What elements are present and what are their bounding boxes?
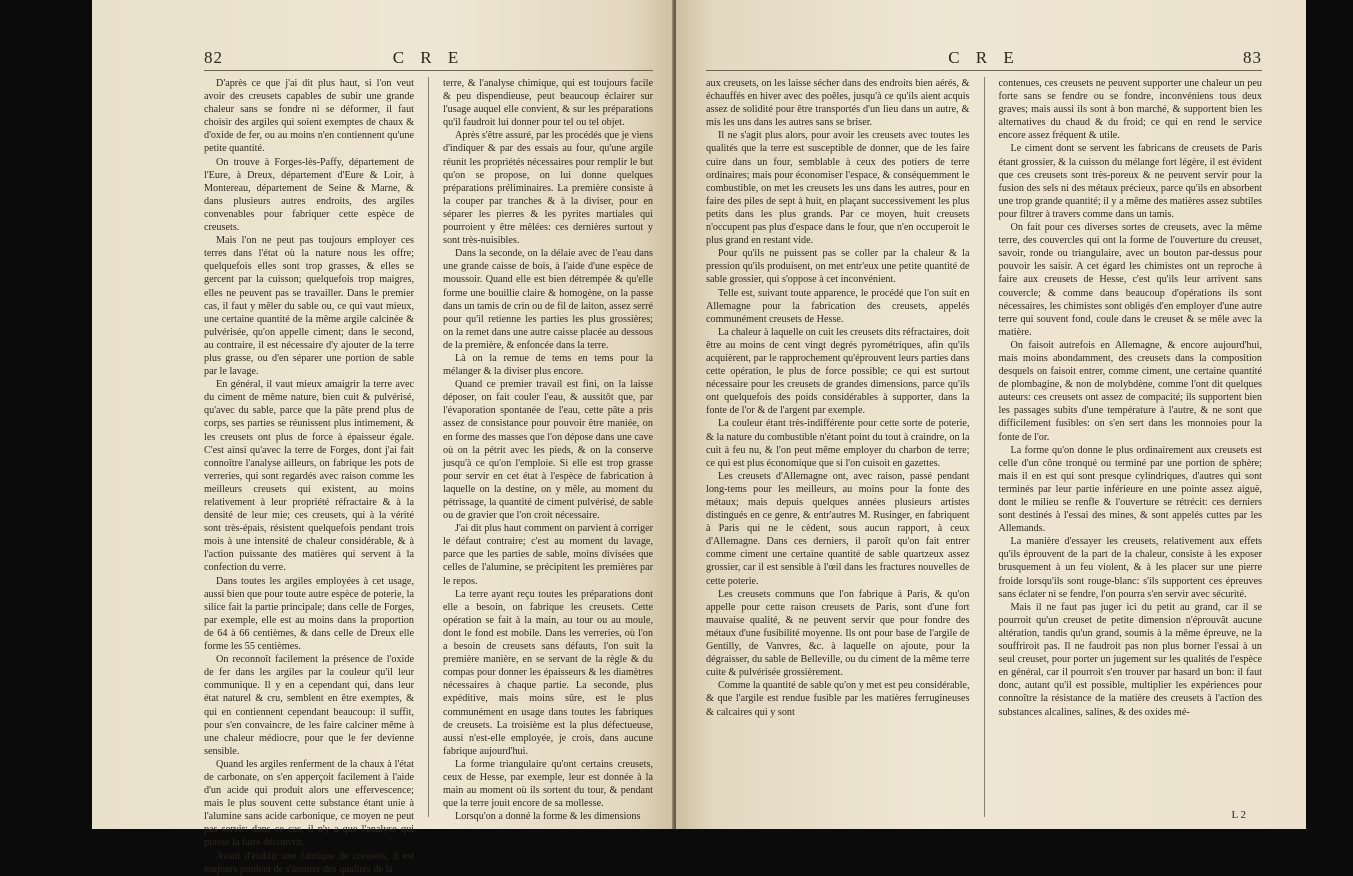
left-column-a: [204, 77, 414, 875]
right-page-columns: [706, 77, 1262, 817]
paragraph: Quand les argiles renferment de la chaux à l'état de carbonate, on s'en apperçoit facilement à l'aide d'un acide qui produit alors une effervescence; mais le plus souvent cette substance étant unie à l'alumine sans acide carbonique, ce moyen ne peut pas servir: dans ce cas, il n'y a que l'analyse qui puisse la faire découvrir.: [204, 758, 414, 849]
paragraph: Les creusets communs que l'on fabrique à Paris, & qu'on appelle pour cette raison creusets de Paris, sont d'une fort mauvaise qualité, & ne peuvent servir que pour fondre des métaux d'une fusibilité moyenne. Ils ont pour base de l'argile de Gentilly, de Vanvres, &c. à laquelle on ajoute, pour la dégraisser, du sable de Belleville, ou du ciment de la même terre cuite & pulvérisée grossièrement.: [706, 588, 970, 679]
page-number-right: 83: [1243, 48, 1262, 67]
left-page-header: [204, 48, 653, 71]
paragraph: aux creusets, on les laisse sécher dans des endroits bien aérés, & échauffés en hiver avec des poêles, jusqu'à ce qu'ils aient acquis assez de solidité pour être transportés d'un lieu dans un autre, & mis les uns dans les autres sans se briser.: [706, 78, 970, 129]
paragraph: Dans toutes les argiles employées à cet usage, aussi bien que pour toute autre espèce de poterie, la silice fait la partie principale; dans celle de Forges, par exemple, elle est au moins dans la proportion de 64 à 66 centièmes, & dans celle de Dreux elle forme les 55 centièmes.: [204, 575, 414, 653]
paragraph: Mais il ne faut pas juger ici du petit au grand, car il se pourroit qu'un creuset de petite dimension n'éprouvât aucune altération, tandis qu'un grand, soumis à la même épreuve, ne la souffriroit pas. Il ne faudroit pas non plus borner l'essai à un seul creuset, pour porter un jugement sur les qualités de l'espèce en général, car il pourroit s'en trouver par hasard un bon: il faut donc, autant qu'il est possible, multiplier les expériences pour connoître la résistance de la matière des creusets à l'action des substances alcalines, salines, & des oxides mé-: [998, 601, 1262, 718]
paragraph: terre, & l'analyse chimique, qui est toujours facile & peu dispendieuse, peut beaucoup éclairer sur l'usage auquel elle convient, & sur les préparations qu'il faudroit lui donner pour tel ou tel objet.: [443, 78, 653, 129]
left-page-columns: [204, 77, 653, 875]
paragraph: Comme la quantité de sable qu'on y met est peu considérable, & que l'argile est rendue fusible par les matières ferrugineuses & calcaires qui y sont: [706, 680, 970, 718]
paragraph: Après s'être assuré, par les procédés que je viens d'indiquer & par des essais au four, qu'une argile réunit les propriétés nécessaires pour remplir le but qu'on se propose, on lui donne quelques préparations préliminaires. La première consiste à la couper par tranches & à la diviser, pour en séparer les pierres & les pyrites martiales qui pourroient y être mêlées: ces dernières surtout y sont très-nuisibles.: [443, 130, 653, 247]
paragraph: En général, il vaut mieux amaigrir la terre avec du ciment de même nature, bien cuit & pulvérisé, qu'avec du sable, parce que la pâte prend plus de corps, ses parties se réunissent plus intimement, & les creusets ont plus de force à épaisseur égale. C'est ainsi qu'avec la terre de Forges, dont j'ai fait connoître l'analyse ailleurs, on fabrique les pots de verreries, qui sont regardés avec raison comme les meilleurs creusets qui existent, au moins relativement à leur propriété réfractaire & à la densité de leur mie; ces creusets, qui à la vérité sont très-épais, résistent quelquefois pendant trois mois à une intensité de chaleur considérable, & à l'action puissante des matières qui servent à la confection du verre.: [204, 379, 414, 574]
paragraph: contenues, ces creusets ne peuvent supporter une chaleur un peu forte sans se fendre ou se fondre, inconvéniens tous deux graves; mais aussi ils sont à bon marché, & supportent bien les alternatives du chaud & du froid; ce qui en rend le service encore assez fréquent & utile.: [998, 78, 1262, 142]
right-column-a: [706, 77, 970, 817]
paragraph: La manière d'essayer les creusets, relativement aux effets qu'ils éprouvent de la part de la chaleur, consiste à les exposer brusquement à un feu violent, & à les placer sur une pierre froide lorsqu'ils sont rouge-blanc: s'ils supportent ces épreuves sans éclater ni se fendre, l'on pourra s'en servir avec sécurité.: [998, 536, 1262, 600]
page-number-left: 82: [204, 48, 223, 67]
paragraph: J'ai dit plus haut comment on parvient à corriger le défaut contraire; c'est au moment du lavage, parce que les parties de sable, moins divisées que celles de l'alumine, se précipitent les premières par le repos.: [443, 523, 653, 587]
column-rule: [428, 77, 429, 817]
running-head-right: C R E: [948, 48, 1020, 67]
right-column-b: [999, 77, 1263, 817]
paragraph: D'après ce que j'ai dit plus haut, si l'on veut avoir des creusets capables de subir une grande chaleur sans se fondre ni se déformer, il faut choisir des argiles qui soient exemptes de chaux & d'oxide de fer, ou au moins n'en contiennent qu'une petite quantité.: [204, 78, 414, 155]
paragraph: Dans la seconde, on la délaie avec de l'eau dans une grande caisse de bois, à l'aide d'une espèce de moussoir. Quand elle est bien détrempée & qu'elle forme une bouillie claire & homogène, on la passe dans un tamis de crin ou de fil de laiton, assez serré pour qu'il retienne les parties les plus grossières; on la remet dans une autre caisse placée au dessous de la première, & enfoncée dans la terre.: [443, 248, 653, 351]
column-rule: [984, 77, 985, 817]
right-page-header: [706, 48, 1262, 71]
paragraph: Les creusets d'Allemagne ont, avec raison, passé pendant long-tems pour les meilleurs, au moins pour la fonte des métaux; mais depuis quelques années plusieurs artistes distingués en ce genre, & entr'autres M. Rusinger, en fabriquent à Paris qui ne le cèdent, sous aucun rapport, à ceux d'Allemagne. Dans ces derniers, il paroît qu'on fait entrer comme ciment une certaine quantité de sable quartzeux assez grossier, car il est sensible à l'œil dans les fractures nouvelles de cette poterie.: [706, 470, 970, 587]
paragraph: La terre ayant reçu toutes les préparations dont elle a besoin, on fabrique les creusets. Cette opération se fait à la main, au tour ou au moule, dont le fond est mobile. Dans les verreries, où l'on a besoin de creusets sans défauts, l'on suit la première manière, en se servant de la règle & du compas pour donner les épaisseurs & les diamètres nécessaires à chaque partie. La seconde, plus expéditive, mais moins sûre, est le plus communément en usage dans toutes les fabriques de creusets. La troisième est la plus défectueuse, aussi n'est-elle employée, je crois, dans aucune fabrique aujourd'hui.: [443, 588, 653, 757]
paragraph: La forme triangulaire qu'ont certains creusets, ceux de Hesse, par exemple, leur est donnée à la main au moment où ils sortent du tour, & pendant que la terre jouit encore de sa mollesse.: [443, 758, 653, 810]
paragraph: La couleur étant très-indifférente pour cette sorte de poterie, & la nature du combustible n'étant point du tout à craindre, on la cuit à feu nu, & l'on peut même employer du charbon de terre; ce qui est plus économique que si l'on cuisoit en gazettes.: [706, 418, 970, 469]
left-page: [92, 0, 675, 875]
paragraph: Avant d'établir une fabrique de creusets, il est toujours prudent de s'assurer des qualités de la: [204, 850, 414, 875]
paragraph: On reconnoît facilement la présence de l'oxide de fer dans les argiles par la couleur qu'il leur communique. Il y en a cependant qui, dans leur état naturel & cru, semblent en être exemptes, & qui en contiennent cependant beaucoup: il suffit, pour s'en convaincre, de les faire calciner même à une chaleur médiocre, pour que le fer devienne sensible.: [204, 654, 414, 757]
running-head-left: C R E: [392, 48, 465, 67]
page-signature-mark: L 2: [1231, 809, 1246, 821]
paragraph: Lorsqu'on a donné la forme & les dimensions: [455, 811, 641, 823]
paragraph: Mais l'on ne peut pas toujours employer ces terres dans l'état où la nature nous les offre; quelquefois elles sont trop grasses, & elles se gercent par la cuisson; quelquefois trop maigres, elles ne peuvent pas se travailler. Dans le premier cas, il faut y mêler du sable ou, ce qui vaut mieux, une certaine quantité de la même argile calcinée & pulvérisée, qu'on appelle ciment; dans le second, au contraire, il est nécessaire d'y ajouter de la terre plus grasse, ou d'en séparer une portion de sable par le lavage.: [204, 235, 414, 378]
paragraph: Il ne s'agit plus alors, pour avoir les creusets avec toutes les qualités que la terre est susceptible de donner, que de les faire cuire dans un four, semblable à ceux des potiers de terre ordinaires; mais pour économiser l'espace, & conséquemment le combustible, on met les creusets les uns dans les autres, pour en faire des piles de sept à huit, en plaçant successivement les plus petits dans les plus grands. Par ce moyen, huit creusets n'occupent pas plus d'espace dans le four, que n'en occuperoit le plus grand en restant vide.: [706, 130, 970, 247]
paragraph: Le ciment dont se servent les fabricans de creusets de Paris étant grossier, & la cuisson du mélange fort légère, il est évident que ces creusets sont très-poreux & ne peuvent servir pour la fusion des sels ni des métaux précieux, parce qu'ils en absorbent une trop grande quantité; il y a même des matières assez subtiles pour filtrer à travers comme dans un tamis.: [998, 143, 1262, 220]
right-page: [676, 0, 1306, 829]
paragraph: Pour qu'ils ne puissent pas se coller par la chaleur & la pression qu'ils produisent, on met entr'eux une petite quantité de sable grossier, qui s'oppose à cet inconvénient.: [706, 248, 970, 286]
left-column-b: [443, 77, 653, 823]
paragraph: La forme qu'on donne le plus ordinairement aux creusets est celle d'un cône tronqué ou terminé par une portion de sphère; mais il en est qui sont presque cylindriques, d'autres qui sont terminés par leur partie inférieure en une pointe assez aiguë, dont le milieu se renfle & l'ouverture se rétrécit: ces derniers sont destinés à l'essai des mines, & sont appelés cuttes par les Allemands.: [998, 444, 1262, 535]
paragraph: Telle est, suivant toute apparence, le procédé que l'on suit en Allemagne pour la fabrication des creusets, appelés communément creusets de Hesse.: [706, 287, 970, 325]
paragraph: La chaleur à laquelle on cuit les creusets dits réfractaires, doit être au moins de cent vingt degrés pyrométriques, afin qu'ils acquièrent, par le rapprochement qu'éprouvent leurs parties dans cette opération, le plus de force possible; ce qui est surtout nécessaire pour les creusets de grandes dimensions, parce qu'ils ont quelquefois des poids considérables à supporter, dans la fonte de l'or & de l'argent par exemple.: [706, 326, 970, 417]
paragraph: On faisoit autrefois en Allemagne, & encore aujourd'hui, mais moins abondamment, des creusets dans la composition desquels on faisoit entrer, comme ciment, une certaine quantité de plombagine, & non de molybdène, comme l'ont dit quelques auteurs: ces creusets ont assez de compacité; ils supportent bien les passages subits d'une température à l'autre, & ne sont que difficilement fusibles: on s'en sert dans les monnoies pour la fonte de l'or.: [998, 339, 1262, 443]
paragraph: Là on la remue de tems en tems pour la mélanger & la diviser plus encore.: [443, 352, 653, 378]
paragraph: On fait pour ces diverses sortes de creusets, avec la même terre, des couvercles qui ont la forme de l'ouverture du creuset, savoir, ronde ou triangulaire, avec un bouton par-dessus pour pouvoir les saisir. A cet égard les chimistes ont un reproche à faire aux creusets de Hesse, c'est qu'ils leur arrivent sans couvercle; & comme dans beaucoup d'opérations ils sont nécessaires, les chimistes sont obligés d'en employer d'une autre terre qui souvent fond, coule dans le creuset & se mêle avec la matière.: [998, 222, 1262, 338]
paragraph: On trouve à Forges-lès-Paffy, département de l'Eure, à Dreux, département d'Eure & Loir, à Montereau, département de Seine & Marne, & dans plusieurs autres endroits, des argiles convenables pour fabriquer cette espèce de creusets.: [204, 156, 414, 234]
paragraph: Quand ce premier travail est fini, on la laisse déposer, on fait couler l'eau, & aussitôt que, par l'évaporation spontanée de l'eau, cette pâte a pris assez de consistance pour pouvoir être maniée, on en forme des masses que l'on dépose dans une cave où on la pétrit avec les pieds, & on la conserve jusqu'à ce qu'on l'emploie. Si elle est trop grasse pour servir en cet état à l'espèce de fabrication à laquelle on la destine, on y mêle, au moment du pétrissage, la quantité de ciment pulvérisé, de sable ou de gravier que l'on croit nécessaire.: [443, 379, 653, 522]
